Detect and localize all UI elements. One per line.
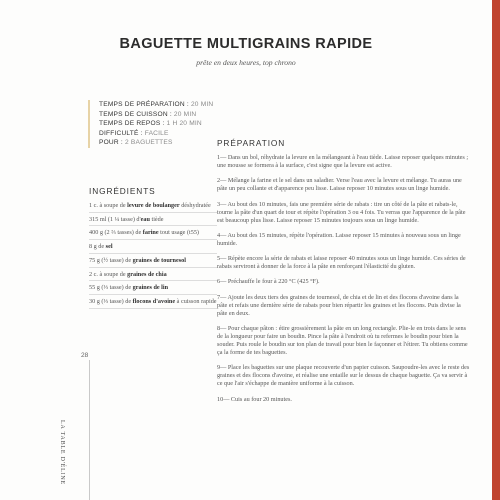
preparation-step: 10— Cuis au four 20 minutes. <box>217 395 292 403</box>
page-edge-accent <box>492 0 500 500</box>
meta-label: DIFFICULTÉ <box>99 129 139 137</box>
running-title: LA TABLE D'ÉLINE <box>59 420 65 485</box>
meta-rest-time: TEMPS DE REPOS : 1 H 20 MIN <box>99 120 202 128</box>
ingredients-list <box>89 202 217 312</box>
preparation-steps <box>217 154 470 411</box>
preparation-step: 2— Mélange la farine et le sel dans un saladier. Verse l'eau avec la levure et mélange. Tu auras une pâte un peu collante et d'apparence peu lisse. Laisse reposer 10 minutes sous un linge humide. <box>217 177 462 193</box>
meta-prep-time: TEMPS DE PRÉPARATION : 20 MIN <box>99 101 214 108</box>
ingredient-item: 315 ml (1 ¼ tasse) d'eau tiède <box>89 216 217 230</box>
recipe-subtitle: prête en deux heures, top chrono <box>196 58 296 67</box>
preparation-step: 8— Pour chaque pâton : étire grossièrement la pâte en un long rectangle. Plie-le en trois dans le sens de la longueur pour faire un boudin. Pince la pâte à l'endroit où tu refermes le boudin pour bien la souder. Puis roule le boudin sur ton plan de travail pour bien le façonner et l'étirer. Tu obtiens comme ça la forme de tes baguettes. <box>217 325 468 357</box>
meta-value: 20 MIN <box>190 101 214 108</box>
meta-difficulty: DIFFICULTÉ : FACILE <box>99 129 169 137</box>
meta-label: TEMPS DE CUISSON <box>99 110 168 118</box>
meta-label: TEMPS DE REPOS <box>99 120 161 128</box>
ingredient-item: 400 g (2 ⅔ tasses) de farine tout usage (t55) <box>89 229 217 243</box>
preparation-step: 5— Répète encore la série de rabats et laisse reposer 40 minutes sous un linge humide. Ces séries de rabats serviront à donner de la force à la pâte en renforçant l'élasticité du gluten. <box>217 255 466 271</box>
meta-servings: POUR : 2 BAGUETTES <box>99 139 173 147</box>
preparation-step: 6— Préchauffe le four à 220 °C (425 °F). <box>217 278 320 286</box>
ingredient-item: 8 g de sel <box>89 243 217 257</box>
meta-value: 20 MIN <box>173 110 197 118</box>
meta-cook-time: TEMPS DE CUISSON : 20 MIN <box>99 110 197 118</box>
preparation-heading: PRÉPARATION <box>217 138 286 148</box>
preparation-step: 4— Au bout des 15 minutes, répète l'opération. Laisse reposer 15 minutes à nouveau sous un linge humide. <box>217 231 461 247</box>
recipe-meta <box>88 100 213 148</box>
meta-value: 1 H 20 MIN <box>166 120 202 128</box>
preparation-step: 9— Place les baguettes sur une plaque recouverte d'un papier cuisson. Saupoudre-les avec le reste des graines et des flocons d'avoine, et réalise une entaille sur le dessus de chaque baguette. Ça va servir à ce que l'air s'échappe de manière uniforme à la cuisson. <box>217 364 470 388</box>
preparation-step: 1— Dans un bol, réhydrate la levure en la mélangeant à l'eau tiède. Laisse reposer quelques minutes ; une mousse se formera à la surface, c'est signe que la levure est active. <box>217 154 469 170</box>
ingredients-heading: INGRÉDIENTS <box>89 186 156 196</box>
meta-label: POUR <box>99 139 119 147</box>
meta-label: TEMPS DE PRÉPARATION <box>99 101 185 108</box>
ingredient-item: 75 g (½ tasse) de graines de tournesol <box>89 257 217 271</box>
recipe-title: BAGUETTE MULTIGRAINS RAPIDE <box>119 36 373 52</box>
preparation-step: 3— Au bout des 10 minutes, fais une première série de rabats : tire un côté de la pâte et rabats-le, tourne la pâte d'un quart de tour et répète l'opération 3 ou 4 fois. Tu verras que l'apparence de la pâte est beaucoup plus lisse. Laisse reposer 15 minutes toujours sous un linge humide. <box>217 200 466 224</box>
ingredient-item: 55 g (⅓ tasse) de graines de lin <box>89 284 217 298</box>
ingredient-item: 1 c. à soupe de levure de boulanger déshydratée <box>89 202 217 216</box>
page-number: 28 <box>81 352 89 359</box>
ingredient-item: 30 g (⅓ tasse) de flocons d'avoine à cuisson rapide <box>89 298 217 312</box>
margin-rule <box>89 360 90 500</box>
ingredient-item: 2 c. à soupe de graines de chia <box>89 271 217 285</box>
meta-value: FACILE <box>144 129 169 137</box>
meta-value: 2 BAGUETTES <box>124 139 173 147</box>
preparation-step: 7— Ajoute les deux tiers des graines de tournesol, de chia et de lin et des flocons d'avoine dans la pâte et refais une dernière série de rabats pour bien répartir les graines et les flocons. Puis divise la pâte en deux. <box>217 293 461 317</box>
